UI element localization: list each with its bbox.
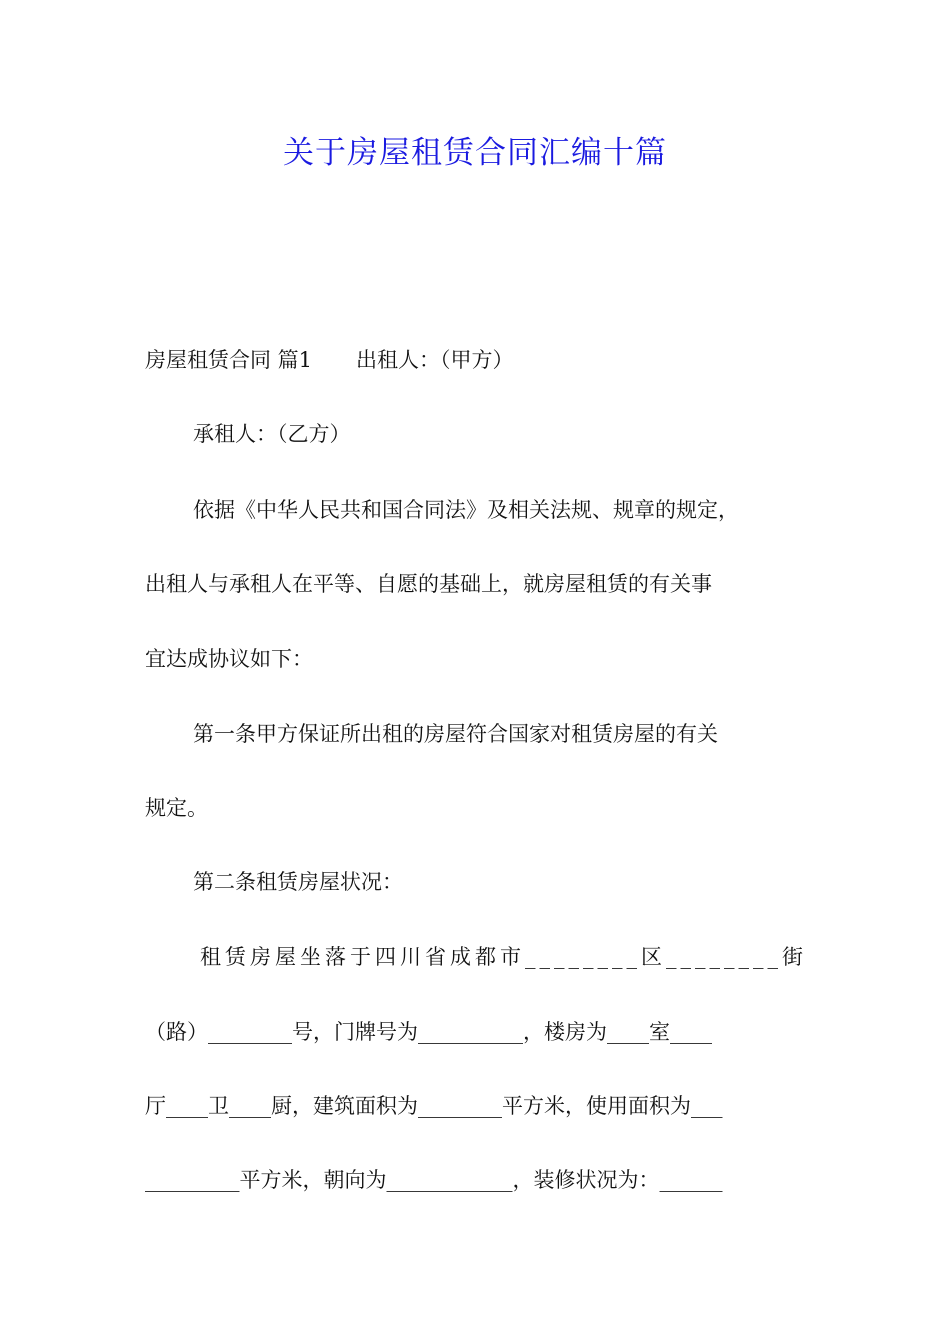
- paragraph-line: 规定。: [145, 796, 208, 820]
- paragraph-line: 宜达成协议如下：: [145, 647, 313, 671]
- paragraph-line: （路）________号，门牌号为__________，楼房为____室____: [145, 1020, 712, 1044]
- paragraph-line: 厅____卫____厨，建筑面积为________平方米，使用面积为___: [145, 1094, 723, 1118]
- paragraph-line: _________平方米，朝向为____________，装修状况为：______: [145, 1168, 723, 1192]
- lessee-line: 承租人：（乙方）: [193, 422, 351, 446]
- contract-name: 房屋租赁合同 篇1: [145, 348, 313, 372]
- article-2-line: 第二条租赁房屋状况：: [193, 870, 403, 894]
- lessor-label: 出租人：（甲方）: [356, 348, 514, 372]
- article-1-line: 第一条甲方保证所出租的房屋符合国家对租赁房屋的有关: [193, 722, 718, 746]
- paragraph-line: 依据《中华人民共和国合同法》及相关法规、规章的规定，: [193, 498, 739, 522]
- paragraph-line: 租赁房屋坐落于四川省成都市________区________街: [200, 945, 807, 969]
- document-title: 关于房屋租赁合同汇编十篇: [283, 135, 667, 171]
- contract-heading-line: [145, 340, 514, 380]
- paragraph-line: 出租人与承租人在平等、自愿的基础上，就房屋租赁的有关事: [145, 572, 712, 596]
